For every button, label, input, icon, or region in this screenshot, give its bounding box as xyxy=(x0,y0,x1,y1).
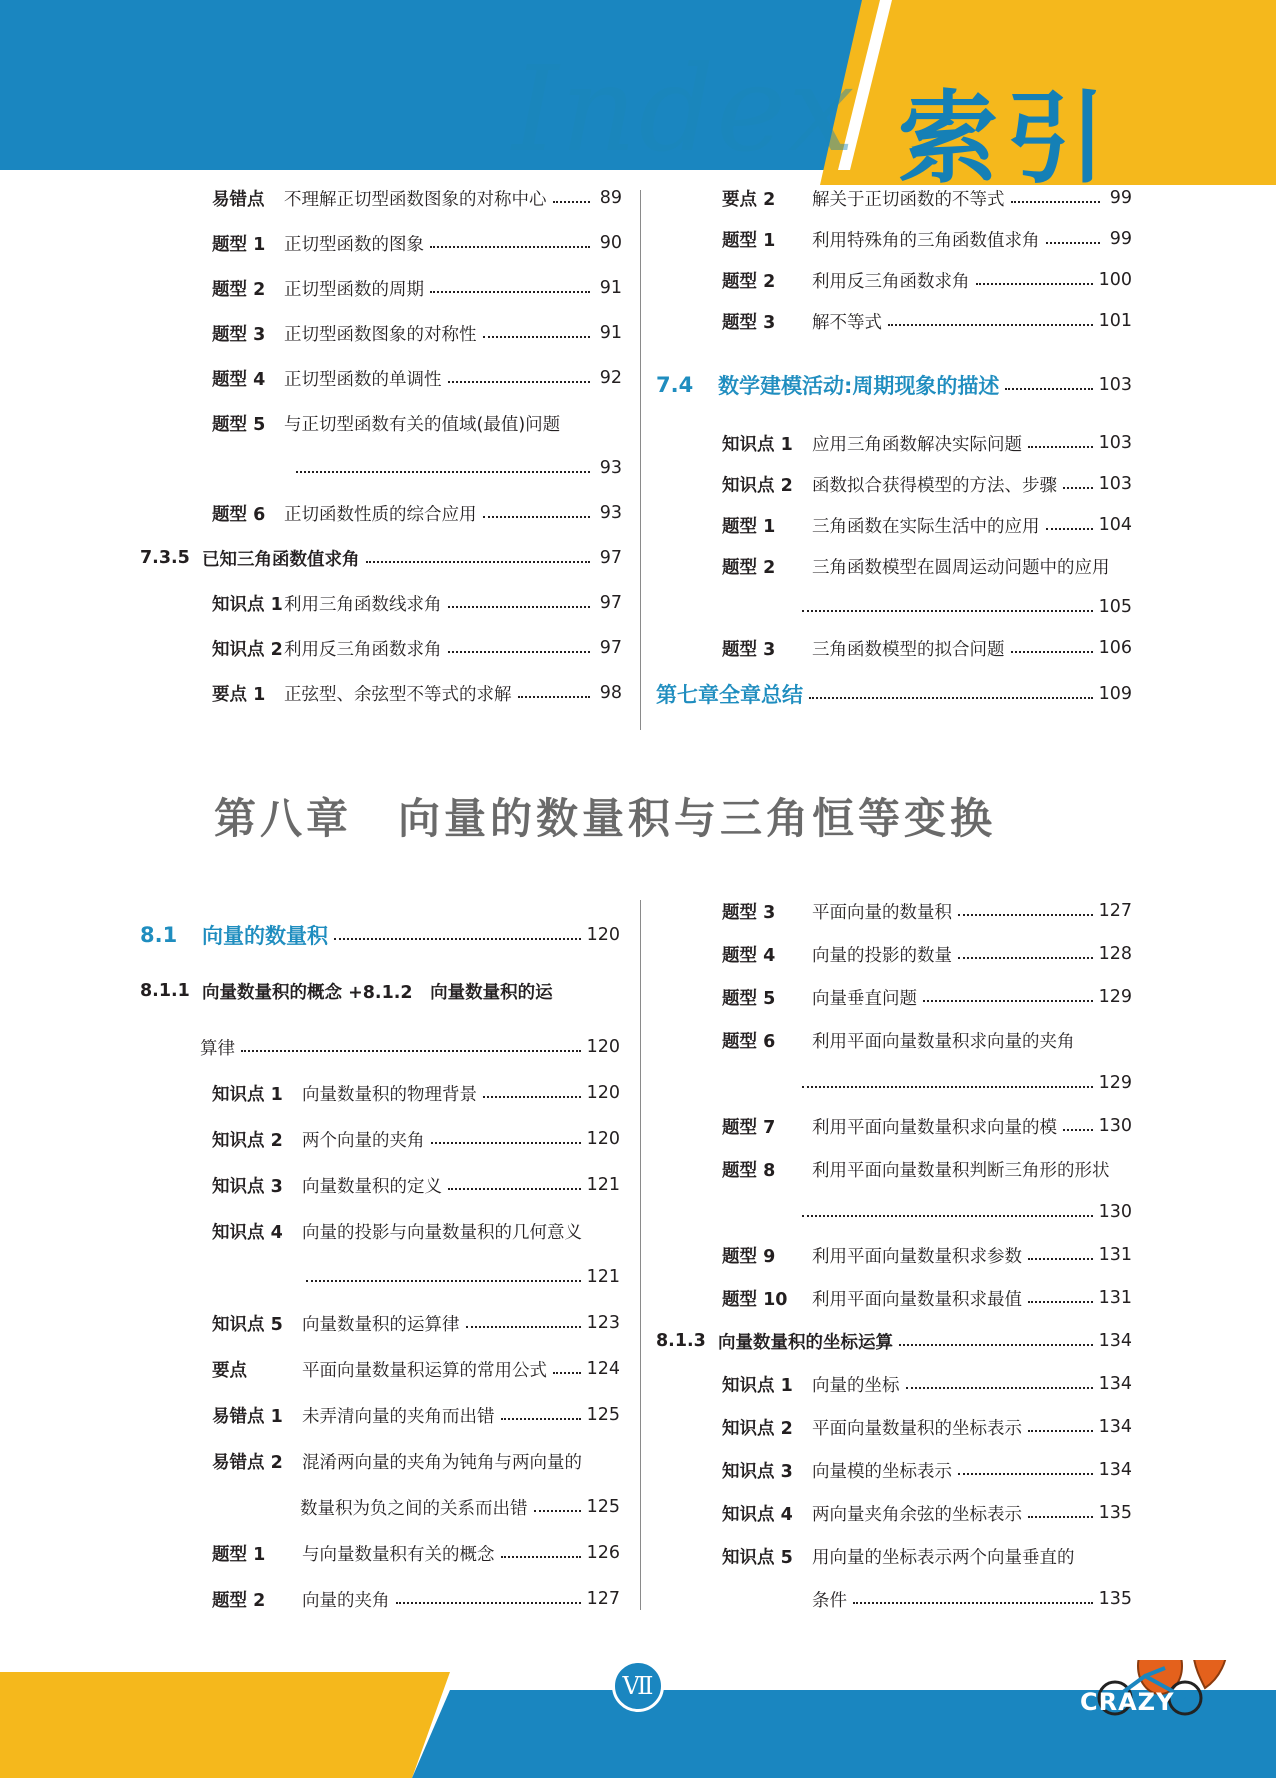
leader-dots xyxy=(1005,388,1092,390)
toc-entry-label: 题型 2 xyxy=(722,557,776,578)
toc-entry-text: 利用平面向量数量积判断三角形的形状 xyxy=(812,1160,1110,1181)
toc-page-number: 90 xyxy=(599,233,622,253)
toc-entry-text: 向量数量积的定义 xyxy=(302,1176,442,1197)
toc-page-number: 106 xyxy=(1098,638,1132,658)
toc-entry xyxy=(140,273,622,303)
column-divider-top xyxy=(640,190,641,730)
toc-entry-text: 第七章全章总结 xyxy=(656,683,803,707)
toc-entry xyxy=(656,1240,1132,1270)
toc-entry-text: 与向量数量积有关的概念 xyxy=(302,1544,495,1565)
toc-entry-text: 利用平面向量数量积求最值 xyxy=(812,1289,1022,1310)
toc-entry-text: 解不等式 xyxy=(812,312,882,333)
leader-dots xyxy=(448,606,591,608)
toc-entry-label: 题型 8 xyxy=(722,1160,776,1181)
toc-entry xyxy=(140,1032,620,1062)
toc-entry xyxy=(140,408,622,438)
toc-entry xyxy=(656,1197,1132,1227)
leader-dots xyxy=(396,1602,581,1604)
leader-dots xyxy=(1046,242,1101,244)
leader-dots xyxy=(534,1510,581,1512)
toc-entry-text: 函数拟合获得模型的方法、步骤 xyxy=(812,475,1057,496)
toc-page-number: 93 xyxy=(599,503,622,523)
toc-entry xyxy=(656,306,1132,336)
toc-entry xyxy=(140,1078,620,1108)
toc-entry xyxy=(656,469,1132,499)
toc-entry xyxy=(656,1412,1132,1442)
toc-entry xyxy=(140,1400,620,1430)
toc-entry-text: 三角函数模型在圆周运动问题中的应用 xyxy=(812,557,1110,578)
toc-entry-label: 易错点 1 xyxy=(212,1406,283,1427)
toc-entry-text: 正切函数性质的综合应用 xyxy=(284,504,477,525)
toc-page-number: 105 xyxy=(1098,597,1132,617)
leader-dots xyxy=(430,246,590,248)
toc-page-number: 130 xyxy=(1098,1202,1132,1222)
toc-entry xyxy=(656,982,1132,1012)
toc-entry-text: 数量积为负之间的关系而出错 xyxy=(300,1498,528,1519)
toc-entry xyxy=(656,939,1132,969)
toc-entry xyxy=(140,920,620,950)
toc-entry-label: 7.4 xyxy=(656,373,694,397)
toc-entry xyxy=(656,1154,1132,1184)
toc-entry xyxy=(656,1369,1132,1399)
toc-entry-text: 用向量的坐标表示两个向量垂直的 xyxy=(812,1547,1075,1568)
toc-entry xyxy=(140,228,622,258)
toc-entry-label: 知识点 2 xyxy=(212,639,283,660)
leader-dots xyxy=(448,651,591,653)
toc-entry-label: 知识点 1 xyxy=(212,594,283,615)
toc-page-number: 125 xyxy=(586,1497,620,1517)
toc-entry xyxy=(656,679,1132,709)
toc-page-number: 127 xyxy=(586,1589,620,1609)
toc-entry-label: 知识点 5 xyxy=(212,1314,283,1335)
toc-page-number: 120 xyxy=(586,1129,620,1149)
toc-entry-text: 数学建模活动:周期现象的描述 xyxy=(718,374,1000,398)
toc-entry xyxy=(656,183,1132,213)
leader-dots xyxy=(958,914,1093,916)
leader-dots xyxy=(1046,528,1093,530)
toc-page-number: 135 xyxy=(1098,1589,1132,1609)
toc-entry-text: 向量的投影的数量 xyxy=(812,945,952,966)
leader-dots xyxy=(431,1142,581,1144)
toc-entry-text: 利用平面向量数量积求向量的夹角 xyxy=(812,1031,1075,1052)
toc-page-number: 130 xyxy=(1098,1116,1132,1136)
leader-dots xyxy=(853,1602,1093,1604)
toc-page-number: 100 xyxy=(1098,270,1132,290)
toc-page-number: 128 xyxy=(1098,944,1132,964)
toc-entry xyxy=(656,370,1132,400)
leader-dots xyxy=(430,291,590,293)
toc-entry-text: 不理解正切型函数图象的对称中心 xyxy=(284,189,547,210)
page-title: 索引 xyxy=(898,80,1114,197)
toc-entry-text: 应用三角函数解决实际问题 xyxy=(812,434,1022,455)
leader-dots xyxy=(802,610,1093,612)
leader-dots xyxy=(306,1280,581,1282)
toc-entry-text: 平面向量数量积的坐标表示 xyxy=(812,1418,1022,1439)
leader-dots xyxy=(334,938,581,940)
toc-page-number: 131 xyxy=(1098,1245,1132,1265)
toc-entry-label: 题型 5 xyxy=(722,988,776,1009)
toc-entry-text: 解关于正切函数的不等式 xyxy=(812,189,1005,210)
toc-entry xyxy=(656,265,1132,295)
toc-page-number: 134 xyxy=(1098,1460,1132,1480)
toc-page-number: 97 xyxy=(599,638,622,658)
index-watermark: Index xyxy=(512,40,857,178)
toc-page-number: 91 xyxy=(599,323,622,343)
leader-dots xyxy=(809,697,1093,699)
toc-page-number: 120 xyxy=(586,925,620,945)
leader-dots xyxy=(1028,1258,1093,1260)
toc-entry xyxy=(656,1584,1132,1614)
toc-entry-text: 平面向量数量积运算的常用公式 xyxy=(302,1360,547,1381)
toc-entry-text: 正切型函数图象的对称性 xyxy=(284,324,477,345)
toc-entry-label: 知识点 2 xyxy=(722,1418,793,1439)
leader-dots xyxy=(366,561,591,563)
toc-entry-text: 正切型函数的单调性 xyxy=(284,369,442,390)
toc-entry xyxy=(140,183,622,213)
toc-entry-label: 题型 3 xyxy=(722,312,776,333)
toc-entry xyxy=(656,551,1132,581)
toc-entry-text: 三角函数在实际生活中的应用 xyxy=(812,516,1040,537)
toc-page-number: 129 xyxy=(1098,987,1132,1007)
leader-dots xyxy=(518,696,591,698)
toc-entry-text: 向量模的坐标表示 xyxy=(812,1461,952,1482)
leader-dots xyxy=(1028,446,1093,448)
toc-entry xyxy=(140,1216,620,1246)
leader-dots xyxy=(1028,1516,1093,1518)
leader-dots xyxy=(958,957,1093,959)
leader-dots xyxy=(923,1000,1093,1002)
toc-entry-text: 向量数量积的运算律 xyxy=(302,1314,460,1335)
leader-dots xyxy=(802,1086,1093,1088)
toc-entry-label: 易错点 2 xyxy=(212,1452,283,1473)
toc-entry-label: 题型 3 xyxy=(722,639,776,660)
toc-entry-label: 知识点 4 xyxy=(722,1504,793,1525)
toc-page-number: 97 xyxy=(599,593,622,613)
leader-dots xyxy=(958,1473,1093,1475)
toc-entry xyxy=(656,1455,1132,1485)
toc-entry-text: 向量数量积的概念 +8.1.2 向量数量积的运 xyxy=(202,982,553,1003)
leader-dots xyxy=(553,1372,581,1374)
toc-entry-text: 两向量夹角余弦的坐标表示 xyxy=(812,1504,1022,1525)
leader-dots xyxy=(501,1556,581,1558)
toc-entry xyxy=(656,896,1132,926)
leader-dots xyxy=(483,516,591,518)
toc-entry-label: 题型 3 xyxy=(212,324,266,345)
toc-entry xyxy=(140,588,622,618)
toc-entry xyxy=(656,1025,1132,1055)
toc-entry-label: 知识点 4 xyxy=(212,1222,283,1243)
toc-entry xyxy=(140,1354,620,1384)
toc-page-number: 103 xyxy=(1098,433,1132,453)
toc-entry-label: 知识点 3 xyxy=(722,1461,793,1482)
toc-entry xyxy=(656,633,1132,663)
toc-entry xyxy=(656,1498,1132,1528)
toc-entry-text: 与正切型函数有关的值域(最值)问题 xyxy=(284,414,561,435)
column-divider-bottom xyxy=(640,900,641,1610)
toc-entry-label: 题型 2 xyxy=(212,279,266,300)
toc-entry xyxy=(140,453,622,483)
toc-page-number: 126 xyxy=(586,1543,620,1563)
toc-entry xyxy=(656,428,1132,458)
toc-entry xyxy=(140,678,622,708)
toc-entry xyxy=(140,543,622,573)
toc-entry xyxy=(140,318,622,348)
toc-entry xyxy=(656,224,1132,254)
toc-entry-label: 题型 1 xyxy=(212,234,266,255)
toc-entry-text: 向量的夹角 xyxy=(302,1590,390,1611)
leader-dots xyxy=(1011,651,1093,653)
toc-page-number: 124 xyxy=(586,1359,620,1379)
toc-entry-label: 题型 1 xyxy=(722,230,776,251)
toc-entry-text: 利用反三角函数求角 xyxy=(284,639,442,660)
toc-entry-text: 三角函数模型的拟合问题 xyxy=(812,639,1005,660)
toc-page-number: 120 xyxy=(586,1083,620,1103)
leader-dots xyxy=(296,471,590,473)
toc-entry-label: 题型 1 xyxy=(722,516,776,537)
toc-entry-label: 要点 xyxy=(212,1360,247,1381)
leader-dots xyxy=(501,1418,581,1420)
toc-entry xyxy=(140,976,620,1006)
toc-page-number: 103 xyxy=(1098,375,1132,395)
toc-entry xyxy=(140,1538,620,1568)
toc-page-number: 129 xyxy=(1098,1073,1132,1093)
toc-entry xyxy=(656,1068,1132,1098)
crazy-logo: CRAZY xyxy=(1080,1688,1175,1716)
toc-entry xyxy=(656,592,1132,622)
leader-dots xyxy=(976,283,1093,285)
toc-entry-label: 题型 5 xyxy=(212,414,266,435)
toc-entry-label: 题型 6 xyxy=(212,504,266,525)
toc-entry-label: 知识点 1 xyxy=(722,1375,793,1396)
toc-entry-text: 向量垂直问题 xyxy=(812,988,917,1009)
toc-page-number: 103 xyxy=(1098,474,1132,494)
toc-entry-label: 题型 2 xyxy=(722,271,776,292)
toc-entry xyxy=(656,510,1132,540)
toc-entry xyxy=(140,1308,620,1338)
toc-page-number: 134 xyxy=(1098,1417,1132,1437)
toc-page-number: 92 xyxy=(599,368,622,388)
toc-entry-text: 两个向量的夹角 xyxy=(302,1130,425,1151)
toc-entry-text: 利用反三角函数求角 xyxy=(812,271,970,292)
toc-entry xyxy=(140,1170,620,1200)
toc-entry xyxy=(656,1326,1132,1356)
toc-page-number: 109 xyxy=(1098,684,1132,704)
leader-dots xyxy=(483,1096,581,1098)
toc-entry-label: 题型 10 xyxy=(722,1289,788,1310)
toc-page-number: 123 xyxy=(586,1313,620,1333)
toc-entry-label: 题型 1 xyxy=(212,1544,266,1565)
toc-entry-label: 知识点 3 xyxy=(212,1176,283,1197)
leader-dots xyxy=(466,1326,581,1328)
toc-entry-text: 正弦型、余弦型不等式的求解 xyxy=(284,684,512,705)
toc-entry-text: 算律 xyxy=(200,1038,235,1059)
toc-entry-label: 知识点 2 xyxy=(212,1130,283,1151)
leader-dots xyxy=(906,1387,1093,1389)
leader-dots xyxy=(1028,1430,1093,1432)
toc-entry-label: 要点 2 xyxy=(722,189,776,210)
toc-entry-text: 正切型函数的周期 xyxy=(284,279,424,300)
toc-page-number: 104 xyxy=(1098,515,1132,535)
leader-dots xyxy=(483,336,591,338)
toc-entry xyxy=(140,1446,620,1476)
toc-entry-label: 知识点 1 xyxy=(212,1084,283,1105)
toc-entry-label: 题型 6 xyxy=(722,1031,776,1052)
toc-entry xyxy=(140,1124,620,1154)
leader-dots xyxy=(1011,201,1101,203)
chapter-heading: 第八章 向量的数量积与三角恒等变换 xyxy=(214,794,997,843)
toc-page-number: 121 xyxy=(586,1267,620,1287)
toc-entry-label: 知识点 2 xyxy=(722,475,793,496)
toc-page-number: 121 xyxy=(586,1175,620,1195)
toc-entry xyxy=(140,1584,620,1614)
toc-entry-label: 8.1 xyxy=(140,923,178,947)
toc-entry-text: 利用平面向量数量积求参数 xyxy=(812,1246,1022,1267)
toc-page-number: 97 xyxy=(599,548,622,568)
toc-entry-label: 题型 9 xyxy=(722,1246,776,1267)
toc-page-number: 134 xyxy=(1098,1374,1132,1394)
toc-entry-text: 向量的坐标 xyxy=(812,1375,900,1396)
toc-entry xyxy=(140,633,622,663)
toc-entry xyxy=(140,498,622,528)
toc-entry-label: 8.1.3 xyxy=(656,1331,706,1351)
toc-page-number: 89 xyxy=(599,188,622,208)
toc-entry-text: 利用平面向量数量积求向量的模 xyxy=(812,1117,1057,1138)
leader-dots xyxy=(1063,1129,1093,1131)
toc-entry-text: 向量的投影与向量数量积的几何意义 xyxy=(302,1222,582,1243)
toc-page-number: 99 xyxy=(1109,229,1132,249)
toc-entry xyxy=(656,1111,1132,1141)
toc-entry-label: 题型 4 xyxy=(212,369,266,390)
toc-page-number: 91 xyxy=(599,278,622,298)
toc-page-number: 98 xyxy=(599,683,622,703)
leader-dots xyxy=(888,324,1093,326)
toc-entry-label: 7.3.5 xyxy=(140,548,190,568)
toc-entry-text: 平面向量的数量积 xyxy=(812,902,952,923)
leader-dots xyxy=(899,1344,1093,1346)
toc-page-number: 99 xyxy=(1109,188,1132,208)
toc-page-number: 101 xyxy=(1098,311,1132,331)
toc-entry-label: 要点 1 xyxy=(212,684,266,705)
toc-page-number: 131 xyxy=(1098,1288,1132,1308)
toc-page-number: 135 xyxy=(1098,1503,1132,1523)
toc-entry-text: 条件 xyxy=(812,1590,847,1611)
toc-entry-label: 题型 3 xyxy=(722,902,776,923)
toc-entry-text: 向量的数量积 xyxy=(202,924,328,948)
toc-entry-label: 题型 2 xyxy=(212,1590,266,1611)
leader-dots xyxy=(241,1050,581,1052)
leader-dots xyxy=(448,1188,581,1190)
toc-page-number: 93 xyxy=(599,458,622,478)
toc-entry xyxy=(656,1541,1132,1571)
toc-page-number: 127 xyxy=(1098,901,1132,921)
toc-entry-text: 已知三角函数值求角 xyxy=(202,549,360,570)
toc-entry xyxy=(140,1492,620,1522)
toc-entry-label: 知识点 1 xyxy=(722,434,793,455)
toc-entry xyxy=(656,1283,1132,1313)
toc-entry-text: 正切型函数的图象 xyxy=(284,234,424,255)
leader-dots xyxy=(802,1215,1093,1217)
toc-entry-label: 8.1.1 xyxy=(140,981,190,1001)
page-number: Ⅶ xyxy=(612,1660,664,1712)
leader-dots xyxy=(553,201,591,203)
toc-page-number: 134 xyxy=(1098,1331,1132,1351)
toc-page-number: 125 xyxy=(586,1405,620,1425)
toc-entry-label: 题型 4 xyxy=(722,945,776,966)
toc-entry-text: 利用三角函数线求角 xyxy=(284,594,442,615)
toc-entry-text: 未弄清向量的夹角而出错 xyxy=(302,1406,495,1427)
toc-entry-text: 向量数量积的物理背景 xyxy=(302,1084,477,1105)
toc-page-number: 120 xyxy=(586,1037,620,1057)
toc-entry-text: 混淆两向量的夹角为钝角与两向量的 xyxy=(302,1452,582,1473)
toc-entry xyxy=(140,1262,620,1292)
toc-entry-label: 知识点 5 xyxy=(722,1547,793,1568)
leader-dots xyxy=(1063,487,1093,489)
toc-entry-text: 利用特殊角的三角函数值求角 xyxy=(812,230,1040,251)
leader-dots xyxy=(448,381,591,383)
toc-entry-label: 易错点 xyxy=(212,189,265,210)
toc-entry xyxy=(140,363,622,393)
toc-entry-text: 向量数量积的坐标运算 xyxy=(718,1332,893,1353)
toc-entry-label: 题型 7 xyxy=(722,1117,776,1138)
leader-dots xyxy=(1028,1301,1093,1303)
